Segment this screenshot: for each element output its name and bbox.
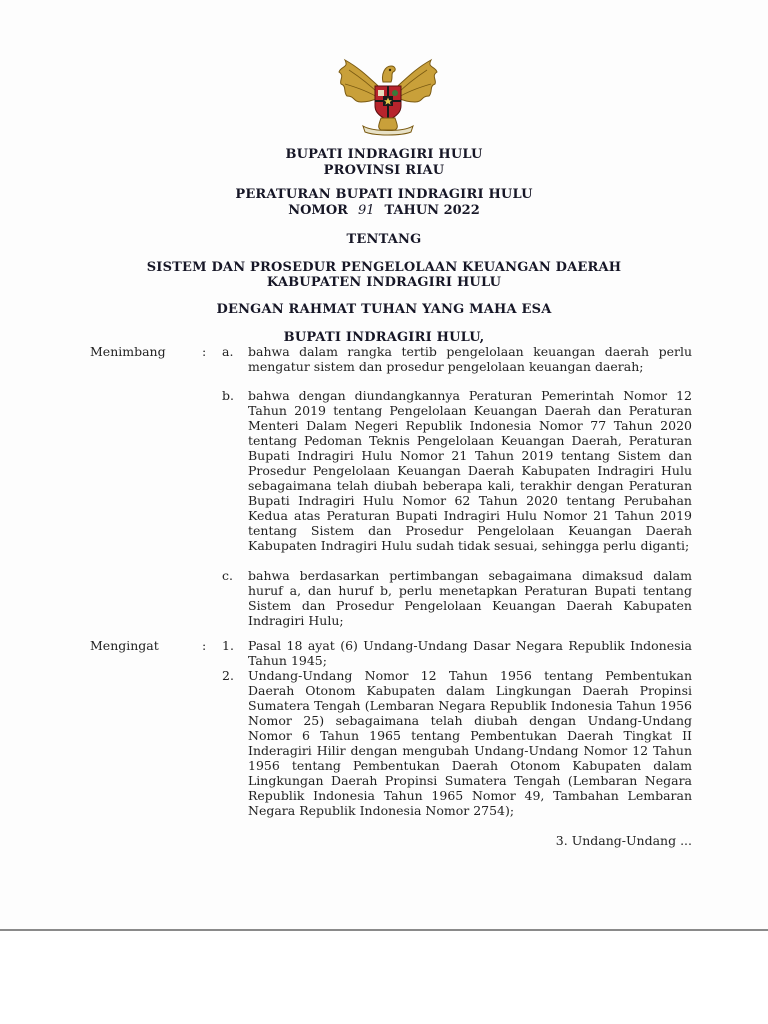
garuda-emblem-icon — [333, 52, 443, 136]
province-title: PROVINSI RIAU — [323, 163, 445, 178]
mengingat-item-1: Pasal 18 ayat (6) Undang-Undang Dasar Negara Republik Indonesia Tahun 1945; — [248, 638, 692, 668]
mengingat-marker-1: 1. — [222, 638, 234, 653]
menimbang-item-b: bahwa dengan diundangkannya Peraturan Pemerintah Nomor 12 Tahun 2019 tentang Pengelolaan Keuangan Daerah dan Peraturan Menteri Dalam Negeri Republik Indonesia Nomor 77 Tahun 2020 tentang Pedoman Teknis Pengelolaan Keuangan Daerah, Peraturan Bupati Indragiri Hulu Nomor 21 Tahun 2019 tentang Sistem dan Prosedur Pengelolaan Keuangan Daerah Kabupaten Indragiri Hulu sebagaimana telah diubah beberapa kali, terakhir dengan Peraturan Bupati Indragiri Hulu Nomor 62 Tahun 2020 tentang Perubahan Kedua atas Peraturan Bupati Indragiri Hulu Nomor 21 Tahun 2019 tentang Sistem dan Prosedur Pengelolaan Keuangan Daerah Kabupaten Indragiri Hulu sudah tidak sesuai, sehingga perlu diganti; — [248, 388, 692, 553]
preamble: DENGAN RAHMAT TUHAN YANG MAHA ESA — [216, 302, 552, 317]
menimbang-marker-a: a. — [222, 344, 234, 359]
subject-line-1: SISTEM DAN PROSEDUR PENGELOLAAN KEUANGAN DAERAH — [146, 260, 622, 275]
mengingat-item-2: Undang-Undang Nomor 12 Tahun 1956 tentang Pembentukan Daerah Otonom Kabupaten dalam Lingkungan Daerah Propinsi Sumatera Tengah (Lembaran Negara Republik Indonesia Tahun 1956 Nomor 25) sebagaimana telah diubah dengan Undang-Undang Nomor 6 Tahun 1965 tentang Pembentukan Daerah Tingkat II Inderagiri Hilir dengan mengubah Undang-Undang Nomor 12 Tahun 1956 tentang Pembentukan Daerah Otonom Kabupaten dalam Lingkungan Daerah Propinsi Sumatera Tengah (Lembaran Negara Republik Indonesia Tahun 1965 Nomor 49, Tambahan Lembaran Negara Republik Indonesia Nomor 2754); — [248, 668, 692, 818]
menimbang-item-a: bahwa dalam rangka tertib pengelolaan keuangan daerah perlu mengatur sistem dan prosedur pengelolaan keuangan daerah; — [248, 344, 692, 374]
nomor-label: NOMOR — [288, 203, 348, 218]
menimbang-marker-c: c. — [222, 568, 233, 583]
menimbang-item-c: bahwa berdasarkan pertimbangan sebagaimana dimaksud dalam huruf a, dan huruf b, perlu menetapkan Peraturan Bupati tentang Sistem dan Prosedur Pengelolaan Keuangan Daerah Kabupaten Indragiri Hulu; — [248, 568, 692, 628]
page-edge-divider — [0, 929, 768, 931]
tentang-heading: TENTANG — [346, 232, 422, 247]
regulation-title: PERATURAN BUPATI INDRAGIRI HULU — [235, 187, 533, 202]
subject-line-2: KABUPATEN INDRAGIRI HULU — [266, 275, 502, 290]
regulation-year: TAHUN 2022 — [384, 203, 480, 218]
mengingat-label: Mengingat — [90, 638, 159, 653]
regulation-number: 91 — [357, 203, 375, 218]
authority-line: BUPATI INDRAGIRI HULU, — [283, 330, 485, 345]
page-continuation: 3. Undang-Undang ... — [555, 833, 692, 848]
menimbang-colon: : — [202, 344, 207, 359]
mengingat-marker-2: 2. — [222, 668, 234, 683]
regulation-number-line — [0, 203, 768, 218]
mengingat-colon: : — [202, 638, 207, 653]
office-title: BUPATI INDRAGIRI HULU — [285, 147, 483, 162]
menimbang-label: Menimbang — [90, 344, 166, 359]
menimbang-marker-b: b. — [222, 388, 234, 403]
